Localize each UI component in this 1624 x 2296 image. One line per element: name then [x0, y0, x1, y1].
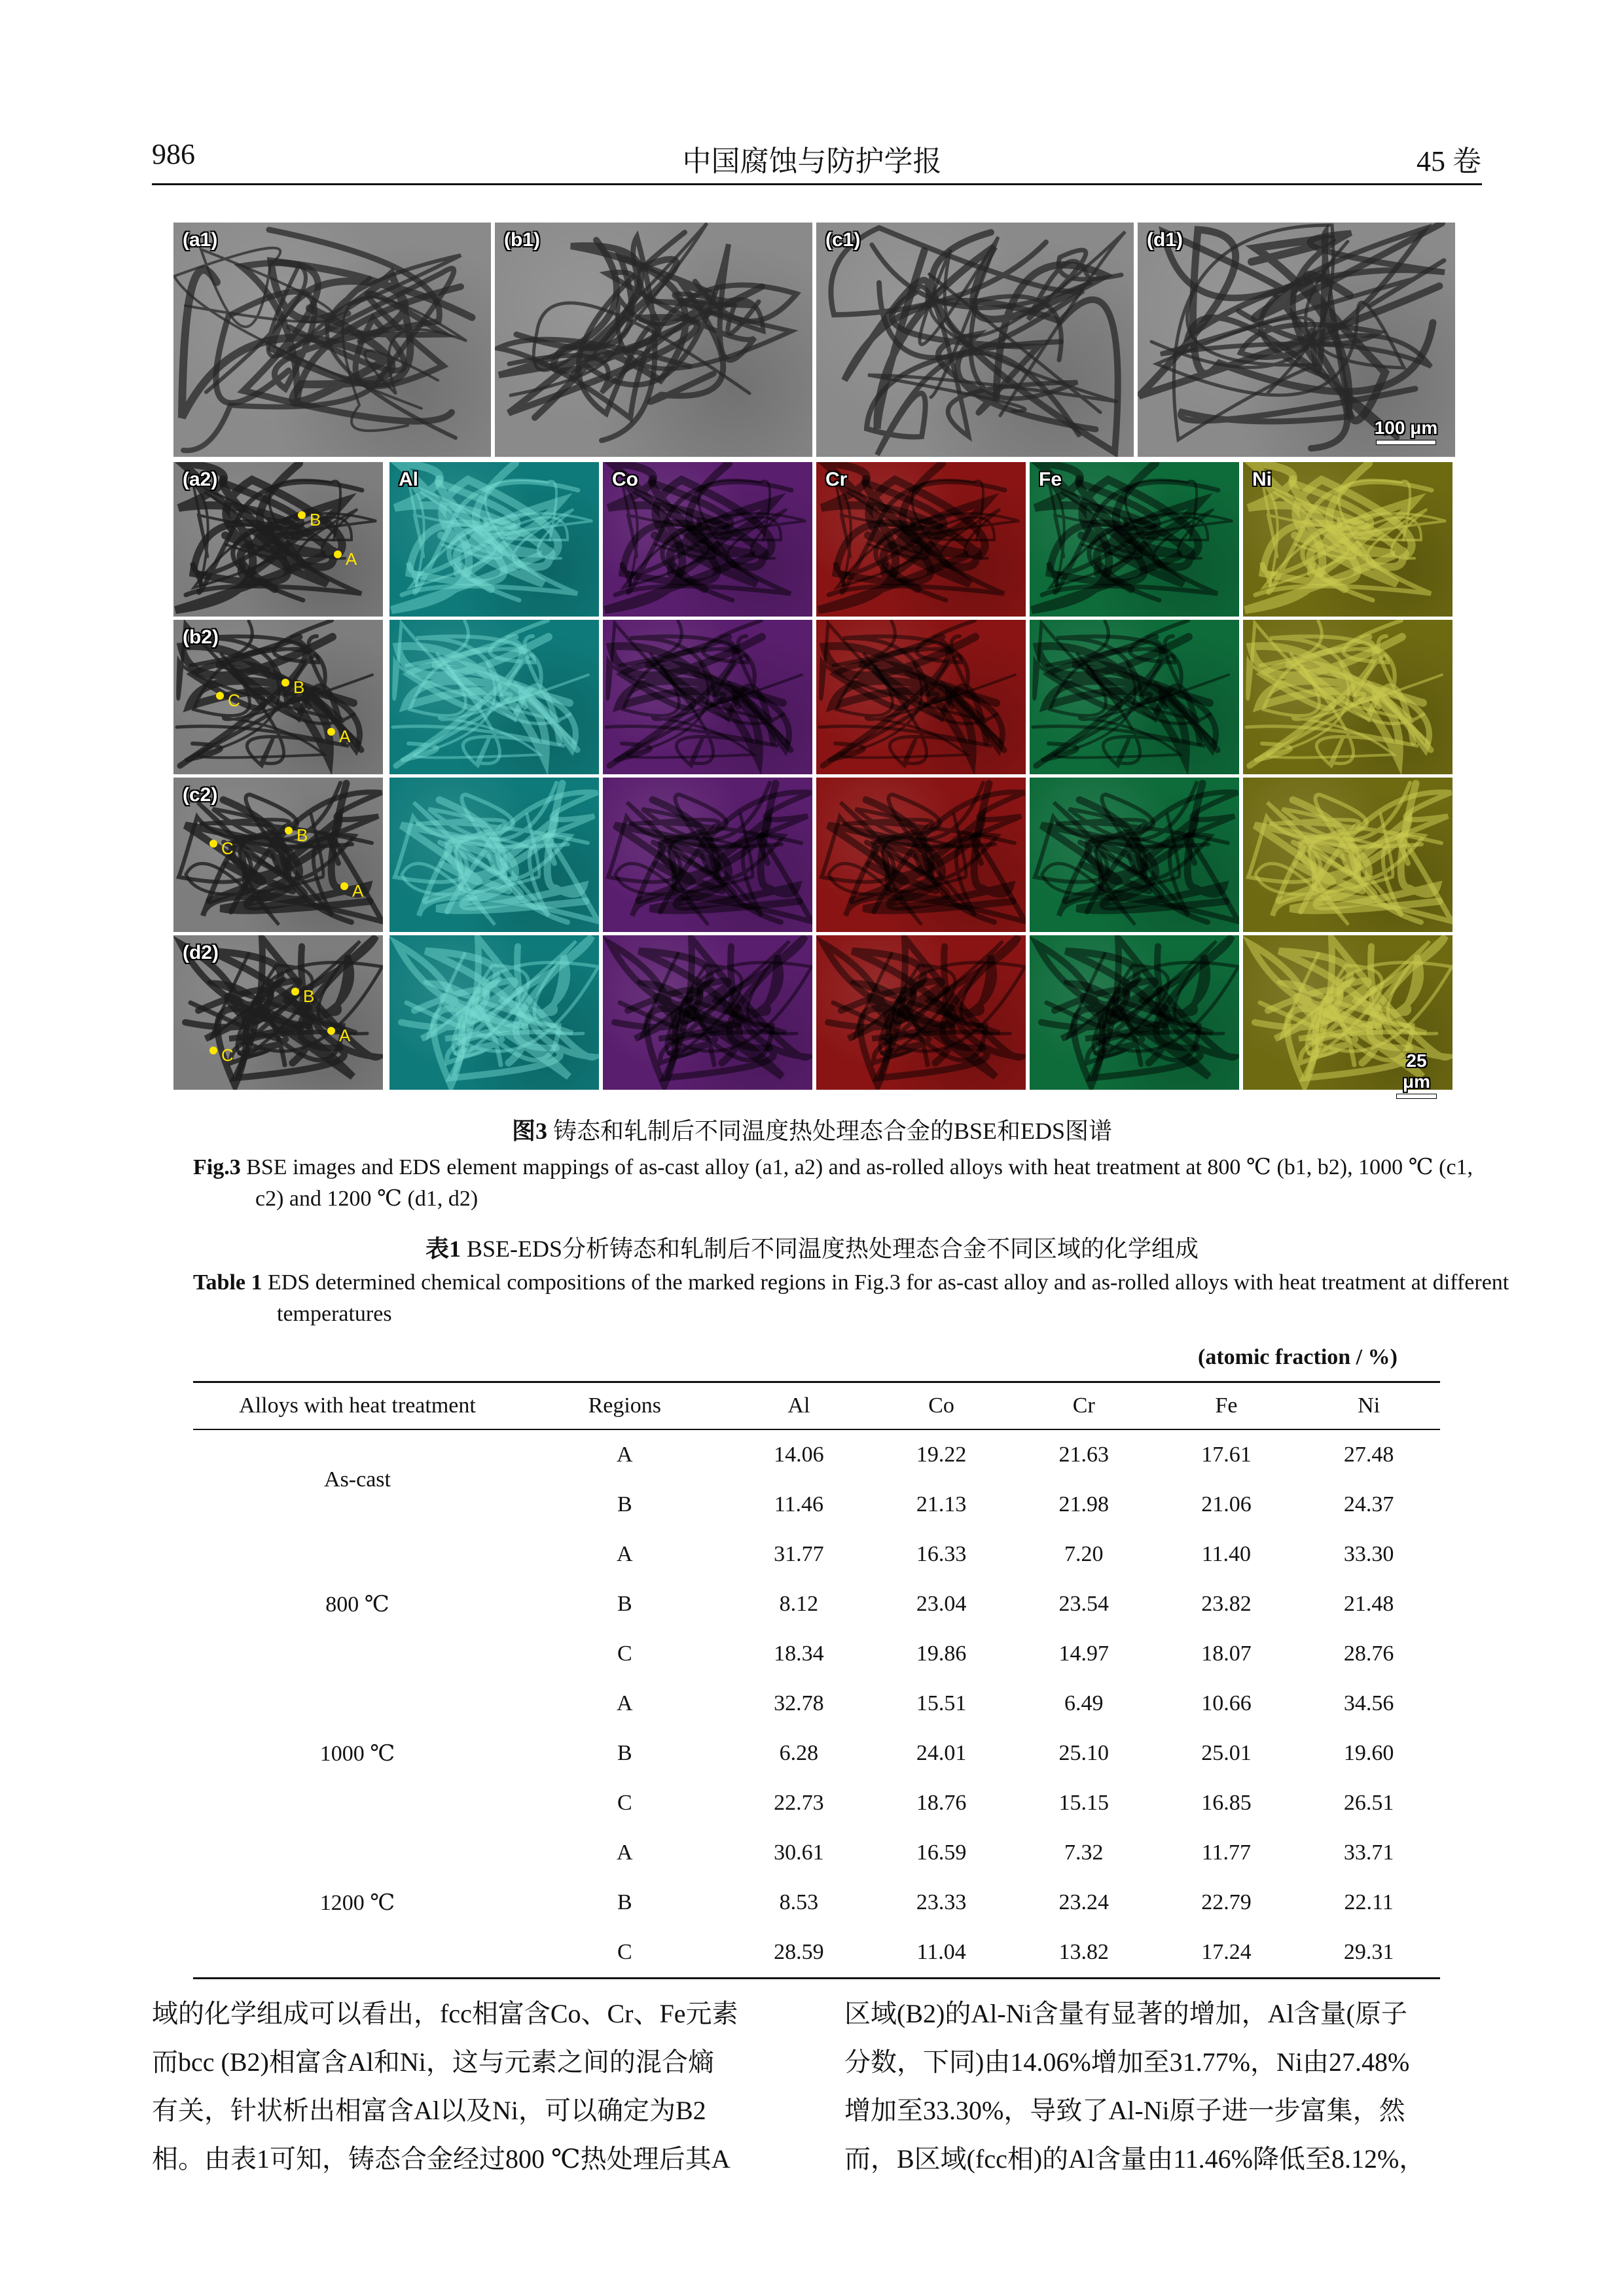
microstructure-network	[389, 935, 599, 1090]
body-text-line: 域的化学组成可以看出，fcc相富含Co、Cr、Fe元素	[152, 1999, 738, 2028]
panel-label: Fe	[1039, 469, 1062, 490]
value-cell: 22.79	[1201, 1890, 1252, 1914]
microstructure-network	[1030, 620, 1239, 774]
microstructure-network	[1243, 462, 1453, 617]
table-caption-en-text: EDS determined chemical compositions of the marked regions in Fig.3 for as-cast alloy and as-rolled alloys with heat treatment at different temperatures	[268, 1270, 1509, 1326]
value-cell: 22.73	[774, 1791, 824, 1815]
eds-map-cr-1	[816, 462, 1026, 617]
bse-overview-image-2	[495, 223, 812, 457]
figure-caption-cn-label: 图3	[511, 1118, 547, 1144]
microstructure-network	[389, 778, 599, 932]
microstructure-network	[603, 935, 812, 1090]
analysis-point-label: C	[221, 838, 234, 858]
body-text-line: 而bcc (B2)相富含Al和Ni，这与元素之间的混合熵	[152, 2047, 714, 2077]
figure-caption-cn-text: 铸态和轧制后不同温度热处理态合金的BSE和EDS图谱	[552, 1118, 1113, 1144]
eds-map-ni-3	[1243, 778, 1453, 932]
column-header: Ni	[1297, 1382, 1440, 1430]
panel-label: Co	[612, 469, 638, 490]
value-cell: 19.86	[916, 1641, 967, 1666]
value-cell: 29.31	[1297, 1928, 1440, 1979]
analysis-point-label: A	[346, 549, 357, 569]
table-caption-cn-text: BSE-EDS分析铸态和轧制后不同温度热处理态合金不同区域的化学组成	[466, 1236, 1199, 1262]
eds-map-ni-2	[1243, 620, 1453, 774]
page-number: 986	[152, 138, 195, 170]
eds-map-al-1	[389, 462, 599, 617]
eds-map-ni-1	[1243, 462, 1453, 617]
eds-map-cr-3	[816, 778, 1026, 932]
value-cell: 21.06	[1201, 1492, 1252, 1516]
region-cell: B	[617, 1492, 632, 1516]
body-text-line: 分数，下同)由14.06%增加至31.77%，Ni由27.48%	[844, 2047, 1410, 2077]
table-row	[193, 1429, 1440, 1480]
value-cell: 23.54	[1058, 1592, 1110, 1616]
analysis-point-b	[281, 679, 289, 687]
figure-caption-cn	[0, 1113, 1624, 1146]
analysis-point-c	[216, 692, 224, 700]
analysis-point-b	[298, 511, 306, 519]
value-cell: 32.78	[774, 1691, 824, 1715]
microstructure-network	[495, 223, 812, 457]
table-unit: (atomic fraction / %)	[1198, 1345, 1398, 1369]
body-text-line: 区域(B2)的Al-Ni含量有显著的增加，Al含量(原子	[844, 1999, 1407, 2028]
column-header: Alloys with heat treatment	[193, 1382, 522, 1430]
eds-map-cr-2	[816, 620, 1026, 774]
value-cell: 10.66	[1201, 1691, 1252, 1715]
analysis-point-label: B	[310, 510, 321, 529]
value-cell: 6.28	[779, 1741, 819, 1765]
scale-bar-25um	[1390, 1050, 1443, 1099]
microstructure-network	[1030, 778, 1239, 932]
value-cell: 25.01	[1201, 1741, 1252, 1765]
value-cell: 7.20	[1064, 1542, 1104, 1566]
figure-caption-en-label: Fig.3	[193, 1155, 241, 1179]
microstructure-network	[1243, 778, 1453, 932]
value-cell: 11.40	[1201, 1542, 1252, 1566]
value-cell: 22.11	[1344, 1890, 1394, 1914]
value-cell: 21.63	[1058, 1443, 1110, 1467]
value-cell: 11.77	[1201, 1840, 1252, 1865]
panel-label: Al	[399, 469, 418, 490]
value-cell: 14.97	[1058, 1641, 1110, 1666]
value-cell: 21.13	[916, 1492, 967, 1516]
value-cell: 19.22	[916, 1443, 967, 1467]
body-text-line: 相。由表1可知，铸态合金经过800 ℃热处理后其A	[152, 2144, 731, 2174]
region-cell: C	[617, 1791, 632, 1815]
bse-image-1	[173, 462, 383, 617]
region-cell: C	[617, 1641, 632, 1666]
scale-bar-line	[1376, 440, 1436, 445]
analysis-point-label: A	[339, 1026, 351, 1045]
table-caption-cn-label: 表1	[425, 1236, 461, 1262]
value-cell: 19.60	[1343, 1741, 1394, 1765]
header-rule	[152, 183, 1482, 185]
table-row	[193, 1679, 1440, 1729]
value-cell: 28.59	[728, 1928, 871, 1979]
value-cell: 23.04	[916, 1592, 967, 1616]
analysis-point-c	[209, 1047, 217, 1054]
analysis-point-b	[291, 988, 299, 996]
microstructure-network	[816, 778, 1026, 932]
eds-map-co-4	[603, 935, 812, 1090]
analysis-point-b	[285, 827, 293, 834]
column-header: Regions	[522, 1382, 728, 1430]
value-cell: 15.51	[916, 1691, 967, 1715]
bse-image-4	[173, 935, 383, 1090]
table-row	[193, 1828, 1440, 1878]
journal-title: 中国腐蚀与防护学报	[682, 145, 942, 177]
scale-bar-label: 100 μm	[1374, 418, 1438, 438]
microstructure-network	[816, 935, 1026, 1090]
bse-overview-image-1	[173, 223, 491, 457]
eds-map-al-2	[389, 620, 599, 774]
analysis-point-a	[327, 1027, 335, 1035]
value-cell: 16.85	[1201, 1791, 1252, 1815]
region-cell: B	[617, 1890, 632, 1914]
value-cell: 26.51	[1343, 1791, 1394, 1815]
region-cell: A	[617, 1691, 633, 1715]
analysis-point-label: C	[228, 691, 240, 710]
value-cell: 18.34	[774, 1641, 824, 1666]
table-caption-cn	[0, 1230, 1624, 1264]
value-cell: 31.77	[774, 1542, 824, 1566]
region-cell: A	[617, 1542, 633, 1566]
microstructure-network	[603, 778, 812, 932]
group-name-cell: As-cast	[324, 1467, 391, 1492]
analysis-point-label: A	[339, 726, 351, 746]
value-cell: 7.32	[1064, 1840, 1104, 1865]
microstructure-network	[389, 462, 599, 617]
region-cell: A	[617, 1443, 633, 1467]
table-caption-en	[193, 1267, 1524, 1330]
panel-label: (d2)	[183, 942, 219, 963]
analysis-point-label: B	[303, 986, 315, 1006]
value-cell: 18.07	[1201, 1641, 1252, 1666]
value-cell: 8.53	[779, 1890, 819, 1914]
group-name-cell: 1000 ℃	[319, 1742, 395, 1766]
value-cell: 30.61	[774, 1840, 824, 1865]
value-cell: 17.61	[1201, 1443, 1252, 1467]
group-name-cell: 1200 ℃	[193, 1828, 522, 1979]
body-left-column	[152, 1990, 787, 2183]
eds-map-fe-4	[1030, 935, 1239, 1090]
value-cell: 18.76	[916, 1791, 967, 1815]
value-cell: 33.30	[1343, 1542, 1394, 1566]
analysis-point-a	[327, 728, 335, 736]
value-cell: 34.56	[1343, 1691, 1394, 1715]
value-cell: 23.82	[1201, 1592, 1252, 1616]
region-cell: B	[617, 1741, 632, 1765]
value-cell: 11.04	[870, 1928, 1013, 1979]
value-cell: 24.01	[916, 1741, 967, 1765]
figure-caption-en-text: BSE images and EDS element mappings of as-cast alloy (a1, a2) and as-rolled alloys with heat treatment at 800 ℃ (b1, b2), 1000 ℃ (c1, c2) and 1200 ℃ (d1, d2)	[246, 1155, 1473, 1211]
figure-caption-en	[193, 1152, 1502, 1215]
group-name-cell: 800 ℃	[325, 1592, 389, 1617]
region-cell: A	[617, 1840, 633, 1865]
value-cell: 16.59	[916, 1840, 967, 1865]
value-cell: 28.76	[1343, 1641, 1394, 1666]
analysis-point-label: A	[352, 881, 364, 901]
value-cell: 24.37	[1343, 1492, 1394, 1516]
body-text-line: 而，B区域(fcc相)的Al含量由11.46%降低至8.12%，	[844, 2144, 1426, 2174]
panel-label: Cr	[825, 469, 848, 490]
panel-label: Ni	[1252, 469, 1272, 490]
value-cell: 16.33	[916, 1542, 967, 1566]
microstructure-network	[389, 620, 599, 774]
column-header: Al	[728, 1382, 871, 1430]
value-cell: 14.06	[774, 1443, 824, 1467]
microstructure-network	[1030, 935, 1239, 1090]
bse-image-3	[173, 778, 383, 932]
eds-map-al-4	[389, 935, 599, 1090]
scale-bar-label: 25 μm	[1402, 1050, 1431, 1092]
microstructure-network	[603, 620, 812, 774]
panel-label: (d1)	[1147, 229, 1183, 251]
bse-image-2	[173, 620, 383, 774]
eds-map-co-2	[603, 620, 812, 774]
eds-map-al-3	[389, 778, 599, 932]
figure-3	[173, 223, 1456, 1100]
value-cell: 6.49	[1064, 1691, 1104, 1715]
value-cell: 33.71	[1343, 1840, 1394, 1865]
microstructure-network	[1243, 620, 1453, 774]
bse-overview-image-3	[816, 223, 1134, 457]
panel-label: (b2)	[183, 626, 219, 648]
region-cell: C	[522, 1928, 728, 1979]
eds-map-fe-1	[1030, 462, 1239, 617]
microstructure-network	[816, 223, 1134, 457]
value-cell: 23.24	[1058, 1890, 1110, 1914]
scale-bar-100um	[1370, 418, 1442, 445]
value-cell: 21.98	[1058, 1492, 1110, 1516]
analysis-point-label: B	[297, 825, 308, 845]
value-cell: 17.24	[1155, 1928, 1298, 1979]
microstructure-network	[173, 223, 491, 457]
eds-map-fe-3	[1030, 778, 1239, 932]
body-right-column	[844, 1990, 1483, 2183]
analysis-point-label: B	[293, 677, 305, 697]
value-cell: 15.15	[1058, 1791, 1110, 1815]
panel-label: (b1)	[504, 229, 540, 251]
microstructure-network	[816, 462, 1026, 617]
body-text-line: 增加至33.30%，导致了Al-Ni原子进一步富集，然	[844, 2096, 1405, 2125]
value-cell: 21.48	[1343, 1592, 1394, 1616]
panel-label: (a2)	[183, 469, 218, 490]
value-cell: 25.10	[1058, 1741, 1110, 1765]
analysis-point-a	[334, 550, 342, 558]
analysis-point-c	[209, 840, 217, 848]
value-cell: 11.46	[774, 1492, 824, 1516]
analysis-point-label: C	[221, 1045, 234, 1065]
eds-map-fe-2	[1030, 620, 1239, 774]
column-header: Co	[870, 1382, 1013, 1430]
scale-bar-line	[1396, 1094, 1437, 1099]
value-cell: 8.12	[779, 1592, 819, 1616]
analysis-point-a	[340, 882, 348, 890]
panel-label: (a1)	[183, 229, 218, 251]
eds-map-co-3	[603, 778, 812, 932]
column-header: Fe	[1155, 1382, 1298, 1430]
value-cell: 13.82	[1013, 1928, 1155, 1979]
value-cell: 27.48	[1343, 1443, 1394, 1467]
table-caption-en-label: Table 1	[193, 1270, 262, 1295]
region-cell: B	[617, 1592, 632, 1616]
table-header-row	[193, 1382, 1440, 1430]
column-header: Cr	[1013, 1382, 1155, 1430]
value-cell: 23.33	[916, 1890, 967, 1914]
body-text-line: 有关，针状析出相富含Al以及Ni，可以确定为B2	[152, 2096, 706, 2125]
eds-map-co-1	[603, 462, 812, 617]
panel-label: (c2)	[183, 784, 218, 806]
panel-label: (c1)	[825, 229, 861, 251]
eds-map-cr-4	[816, 935, 1026, 1090]
volume-label: 45 卷	[1416, 145, 1481, 177]
microstructure-network	[816, 620, 1026, 774]
composition-table	[193, 1381, 1440, 1979]
table-row	[193, 1530, 1440, 1579]
